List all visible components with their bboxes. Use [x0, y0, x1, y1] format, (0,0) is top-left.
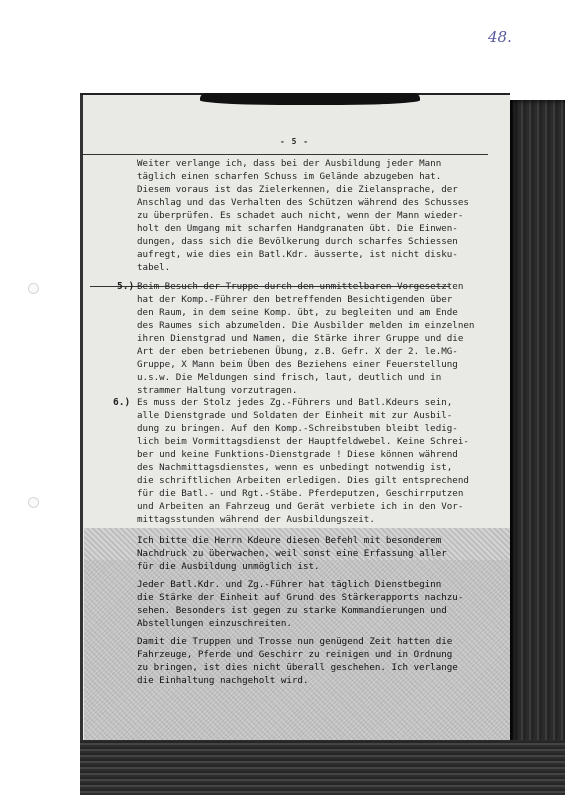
sheet-left-edge: [80, 95, 83, 785]
page-number: 48.: [488, 28, 512, 46]
text-line: ber und keine Funktions-Dienstgrade ! Diese können während: [137, 449, 458, 460]
right-scan-shadow: [510, 100, 565, 790]
punch-hole-top: [28, 283, 39, 294]
text-line: Nachdruck zu überwachen, weil sonst eine Erfassung aller: [137, 548, 447, 559]
text-line: Gruppe, X Mann beim Üben des Beziehens einer Feuerstellung: [137, 359, 458, 370]
text-line: lich beim Vormittagsdienst der Hauptfeldwebel. Keine Schrei-: [137, 436, 469, 447]
page-header-mark: - 5 -: [280, 137, 310, 146]
text-line: Jeder Batl.Kdr. und Zg.-Führer hat täglich Dienstbeginn: [137, 579, 442, 590]
text-line: dung zu bringen. Auf den Komp.-Schreibstuben bleibt ledig-: [137, 423, 458, 434]
text-line: mittagsstunden während der Ausbildungszeit.: [137, 514, 375, 525]
text-line: des Raumes sich abzumelden. Die Ausbilder melden im einzelnen: [137, 320, 475, 331]
text-line: ihren Dienstgrad und Namen, die Stärke ihrer Gruppe und die: [137, 333, 464, 344]
item-label-6: 6.): [113, 397, 131, 408]
text-line: aufregt, wie dies ein Batl.Kdr. äusserte, ist nicht disku-: [137, 249, 458, 260]
text-line: Fahrzeuge, Pferde und Geschirr zu reinigen und in Ordnung: [137, 649, 453, 660]
text-line: für die Ausbildung unmöglich ist.: [137, 561, 320, 572]
text-line: den Raum, in dem seine Komp. übt, zu begleiten und am Ende: [137, 307, 458, 318]
bottom-scan-shadow: [80, 740, 565, 795]
text-line: die Stärke der Einheit auf Grund des Stärkerapports nachzu-: [137, 592, 464, 603]
text-line: Damit die Truppen und Trosse nun genügend Zeit hatten die: [137, 636, 453, 647]
text-line: Art der eben betriebenen Übung, z.B. Gefr. X der 2. le.MG-: [137, 346, 458, 357]
text-line: zu überprüfen. Es schadet auch nicht, wenn der Mann wieder-: [137, 210, 464, 221]
text-line: die schriftlichen Arbeiten erledigen. Dies gilt entsprechend: [137, 475, 469, 486]
text-line: strammer Haltung vorzutragen.: [137, 385, 298, 396]
text-line: Abstellungen einzuschreiten.: [137, 618, 292, 629]
text-line: hat der Komp.-Führer den betreffenden Besichtigenden über: [137, 294, 453, 305]
text-line: sehen. Besonders ist gegen zu starke Kommandierungen und: [137, 605, 447, 616]
text-line: für die Batl.- und Rgt.-Stäbe. Pferdeputzen, Geschirrputzen: [137, 488, 464, 499]
text-line: holt den Umgang mit scharfen Handgranaten übt. Die Einwen-: [137, 223, 458, 234]
text-line: Diesem voraus ist das Zielerkennen, die Zielansprache, der: [137, 184, 458, 195]
text-line: zu bringen, ist dies nicht überall geschehen. Ich verlange: [137, 662, 458, 673]
item-label-5: 5.): [117, 281, 135, 292]
text-line: alle Dienstgrade und Soldaten der Einheit mit zur Ausbil-: [137, 410, 453, 421]
text-line: Weiter verlange ich, dass bei der Ausbildung jeder Mann: [137, 158, 442, 169]
text-line: täglich einen scharfen Schuss im Gelände abzugeben hat.: [137, 171, 442, 182]
text-line: des Nachmittagsdienstes, wenn es unbedingt notwendig ist,: [137, 462, 453, 473]
top-ink-smear: [200, 93, 420, 105]
text-line: Ich bitte die Herrn Kdeure diesen Befehl mit besonderem: [137, 535, 442, 546]
text-line: die Einhaltung nachgeholt wird.: [137, 675, 309, 686]
text-line: Es muss der Stolz jedes Zg.-Führers und Batl.Kdeurs sein,: [137, 397, 453, 408]
text-line: Anschlag und das Verhalten des Schützen während des Schusses: [137, 197, 469, 208]
punch-hole-bottom: [28, 497, 39, 508]
text-line: und Arbeiten an Fahrzeug und Gerät verbiete ich in den Vor-: [137, 501, 464, 512]
text-line: u.s.w. Die Meldungen sind frisch, laut, deutlich und in: [137, 372, 442, 383]
top-rule: [83, 154, 488, 155]
text-line: Beim Besuch der Truppe durch den unmittelbaren Vorgesetzten: [137, 281, 464, 292]
text-line: tabel.: [137, 262, 171, 273]
text-line: dungen, dass sich die Bevölkerung durch scharfes Schiessen: [137, 236, 458, 247]
